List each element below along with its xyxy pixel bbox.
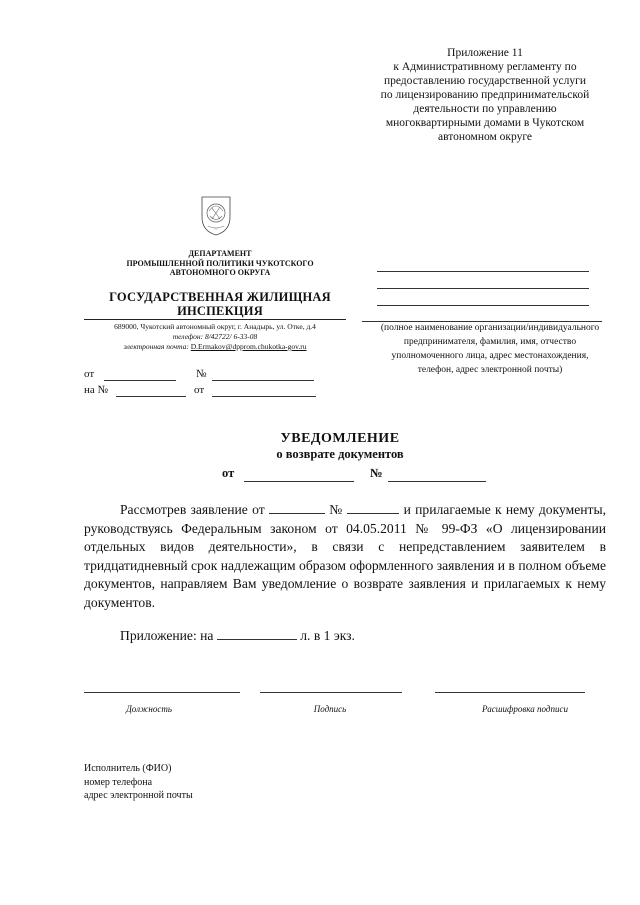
recipient-line[interactable]	[377, 288, 589, 289]
department-line: ПРОМЫШЛЕННОЙ ПОЛИТИКИ ЧУКОТСКОГО	[126, 258, 314, 268]
appendix-line: многоквартирными домами в Чукотском	[385, 117, 585, 129]
document-subtitle: о возврате документов	[276, 447, 404, 461]
ref-date-field[interactable]	[104, 380, 176, 381]
ref-incoming-number-field[interactable]	[116, 396, 186, 397]
department-line: ДЕПАРТАМЕНТ	[188, 249, 252, 258]
decode-caption: Расшифровка подписи	[482, 704, 568, 714]
executor-line: Исполнитель (ФИО)	[84, 763, 172, 774]
recipient-note-line: телефон, адрес электронной почты)	[417, 365, 563, 375]
body-text-b: №	[329, 502, 344, 517]
annex-pages-field[interactable]	[217, 626, 297, 640]
executor-line: номер телефона	[84, 776, 153, 788]
notice-ot-label: от	[222, 466, 235, 480]
sign-caption: Подпись	[313, 704, 347, 714]
address-text: 689000, Чукотский автономный округ, г. Анадырь, ул. Отке, д.4	[114, 322, 316, 331]
application-date-field[interactable]	[269, 500, 325, 514]
recipient-note	[355, 321, 625, 377]
annex-line	[120, 626, 355, 644]
body-text-a: Рассмотрев заявление от	[120, 502, 265, 517]
phone-text: телефон: 8/42722/ 6-33-08	[172, 332, 258, 341]
appendix-line: Приложение 11	[447, 47, 523, 59]
notice-no-label: №	[370, 466, 383, 480]
executor-line: адрес электронной почты	[84, 790, 193, 801]
ref-ot-label: от	[84, 368, 95, 380]
ref-ot2-label: от	[194, 384, 205, 396]
sign-signature-line[interactable]	[260, 692, 402, 693]
email-link[interactable]: D.Ermakov@dpprom.chukotka-gov.ru	[190, 342, 307, 351]
recipient-line[interactable]	[377, 271, 589, 272]
body-text-c: и прилагаемые к нему документы, руководствуясь Федеральным законом от 04.05.2011 № 99-ФЗ «О лицензировании отдельных видов деятельности», в связи с непредставлением заявителем в тридцатидневный срок надлежащим образом оформленного заявления и в полном объеме документов, направляем Вам уведомление о возврате заявления и прилагаемых к нему документов.	[84, 502, 606, 610]
ref-no-label: №	[196, 368, 207, 380]
inspection-line: ГОСУДАРСТВЕННАЯ ЖИЛИЩНАЯ	[109, 290, 331, 304]
ref-incoming-date-field[interactable]	[212, 396, 316, 397]
header-divider	[84, 319, 346, 320]
annex-suffix: л. в 1 экз.	[300, 628, 355, 643]
department-line: АВТОНОМНОГО ОКРУГА	[169, 268, 271, 277]
contact-block	[84, 322, 346, 352]
appendix-block	[360, 46, 610, 144]
ref-na-no-label: на №	[84, 384, 109, 396]
svg-text:~~~: ~~~	[213, 227, 219, 231]
recipient-line[interactable]	[377, 305, 589, 306]
ref-number-field[interactable]	[212, 380, 314, 381]
appendix-line: к Административному регламенту по	[393, 61, 577, 73]
recipient-note-line: предпринимателя, фамилия, имя, отчество	[403, 337, 577, 347]
body-paragraph	[84, 500, 606, 613]
email-label: электронная почта:	[123, 342, 189, 351]
annex-label: Приложение: на	[120, 628, 214, 643]
appendix-line: автономном округе	[437, 131, 533, 143]
recipient-note-line: уполномоченного лица, адрес местонахождения,	[391, 351, 589, 361]
appendix-line: предоставлению государственной услуги	[383, 75, 587, 87]
department-name	[110, 249, 330, 278]
appendix-line: по лицензированию предпринимательской	[380, 89, 590, 101]
decode-signature-line[interactable]	[435, 692, 585, 693]
inspection-name	[90, 290, 350, 318]
document-title: УВЕДОМЛЕНИЕ	[280, 431, 400, 446]
notice-number-field[interactable]	[388, 481, 486, 482]
position-caption: Должность	[126, 704, 172, 714]
recipient-note-line: (полное наименование организации/индивидуального	[380, 323, 600, 333]
application-number-field[interactable]	[347, 500, 399, 514]
position-signature-line[interactable]	[84, 692, 240, 693]
emblem-icon	[194, 193, 238, 237]
notice-date-field[interactable]	[244, 481, 354, 482]
executor-block	[84, 762, 193, 803]
inspection-line: ИНСПЕКЦИЯ	[177, 304, 263, 318]
appendix-line: деятельности по управлению	[413, 103, 557, 115]
